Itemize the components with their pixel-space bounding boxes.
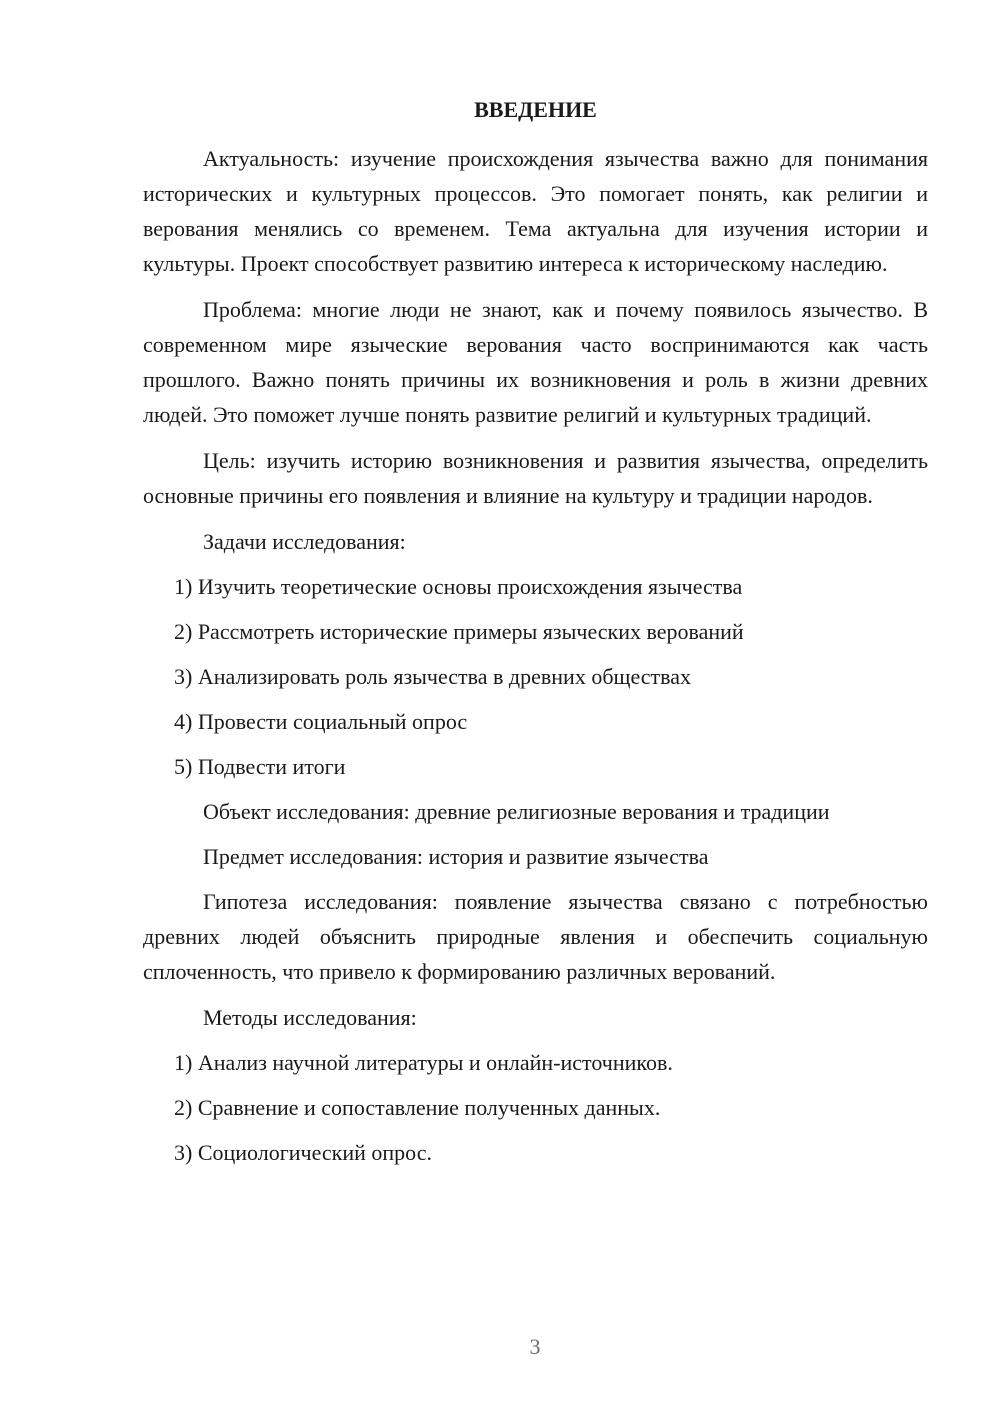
- document-page: [143, 92, 928, 1180]
- methods-heading: Методы исследования:: [203, 1005, 417, 1030]
- paragraph-relevance: Актуальность: изучение происхождения язычества важно для понимания исторических и культурных процессов. Это помогает понять, как религии и верования менялись со временем. Тема актуальна для изучения истории и культуры. Проект способствует развитию интереса к историческому наследию.: [143, 146, 928, 276]
- page-number: 3: [529, 1334, 541, 1359]
- task-item: 5) Подвести итоги: [174, 754, 346, 779]
- research-subject: Предмет исследования: история и развитие язычества: [203, 844, 709, 869]
- page-title: ВВЕДЕНИЕ: [474, 97, 597, 122]
- task-item: 4) Провести социальный опрос: [174, 709, 468, 734]
- method-item: 1) Анализ научной литературы и онлайн-источников.: [174, 1050, 673, 1075]
- task-item: 3) Анализировать роль язычества в древних обществах: [174, 664, 691, 689]
- paragraph-hypothesis: Гипотеза исследования: появление язычества связано с потребностью древних людей объяснить природные явления и обеспечить социальную сплоченность, что привело к формированию различных верований.: [143, 889, 928, 984]
- research-object: Объект исследования: древние религиозные верования и традиции: [203, 799, 830, 824]
- task-item: 1) Изучить теоретические основы происхождения язычества: [174, 574, 743, 599]
- task-item: 2) Рассмотреть исторические примеры языческих верований: [174, 619, 744, 644]
- paragraph-problem: Проблема: многие люди не знают, как и почему появилось язычество. В современном мире языческие верования часто воспринимаются как часть прошлого. Важно понять причины их возникновения и роль в жизни древних людей. Это поможет лучше понять развитие религий и культурных традиций.: [143, 297, 928, 427]
- method-item: 2) Сравнение и сопоставление полученных данных.: [174, 1095, 661, 1120]
- paragraph-goal: Цель: изучить историю возникновения и развития язычества, определить основные причины его появления и влияние на культуру и традиции народов.: [143, 448, 928, 508]
- tasks-heading: Задачи исследования:: [203, 529, 406, 554]
- method-item: 3) Социологический опрос.: [174, 1140, 432, 1165]
